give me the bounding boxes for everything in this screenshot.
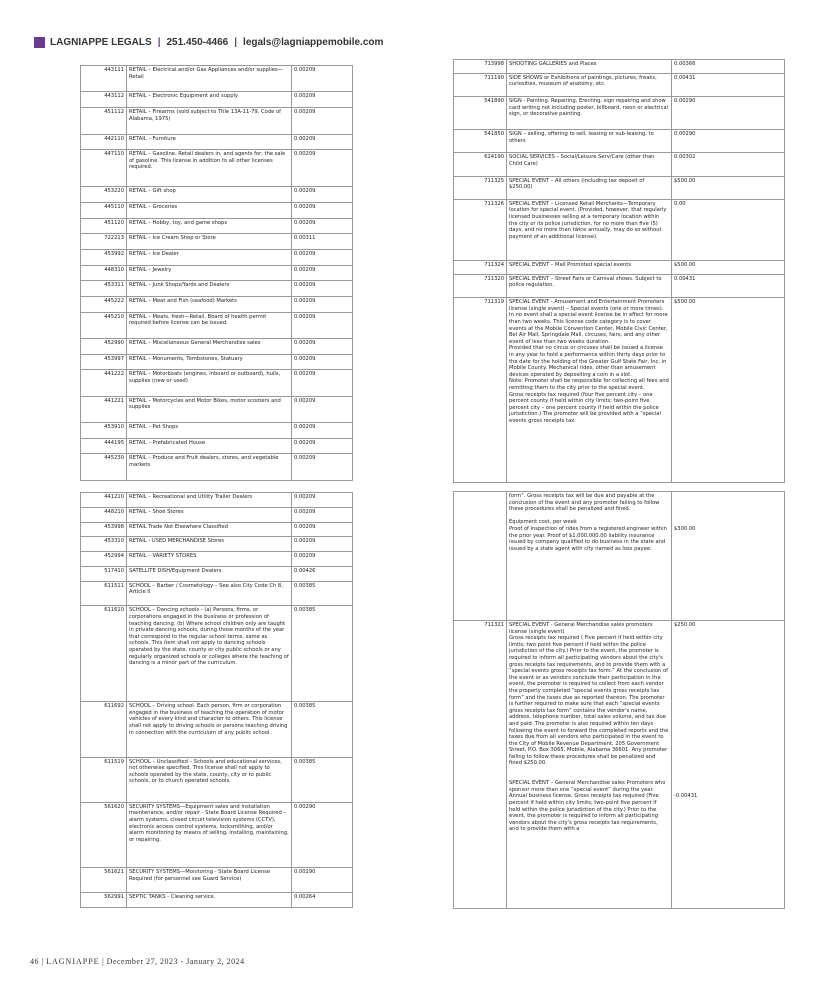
- license-code: 451120: [81, 218, 127, 234]
- license-code: 713998: [454, 60, 507, 74]
- license-code: 711319: [454, 298, 507, 483]
- license-description: RETAIL – Miscellaneous General Merchandise sales: [127, 339, 292, 355]
- license-rate: 0.00290: [672, 129, 785, 152]
- footer-separator: |: [41, 957, 44, 966]
- license-code: 443111: [81, 66, 127, 92]
- license-code: 453220: [81, 187, 127, 203]
- license-description: RETAIL Trade Not Elsewhere Classified: [127, 522, 292, 537]
- license-code: 711325: [454, 176, 507, 199]
- license-rate: 0.00209: [292, 150, 353, 187]
- license-code: 442110: [81, 134, 127, 150]
- table-row: [81, 296, 353, 312]
- license-table-right-top: [453, 59, 785, 483]
- table-row: [81, 454, 353, 481]
- table-row: [81, 893, 353, 908]
- license-code: 611610: [81, 606, 127, 702]
- license-code: 722213: [81, 234, 127, 250]
- license-description: SPECIAL EVENT – Mall Promoted special events: [507, 261, 672, 275]
- license-description: SPECIAL EVENT – Licensed Retail Merchants—Temporary location for special event. (Provided, however, that regularly licensed businesses selling at a temporary location within the city or its police jurisdiction, for no more than five (5) days, and no more than twice annually, may do so without payment of an additional license).: [507, 199, 672, 260]
- license-rate: 0.00209: [292, 296, 353, 312]
- license-description: SHOOTING GALLERIES and Places: [507, 60, 672, 74]
- license-description: RETAIL – Shoe Stores: [127, 507, 292, 522]
- license-rate: 0.00290: [292, 868, 353, 893]
- license-description: RETAIL – Meats, fresh—Retail. Board of health permit required before license can be issued.: [127, 312, 292, 338]
- table-row: [81, 281, 353, 297]
- license-rate: $300.00: [672, 492, 785, 621]
- license-description: RETAIL – VARIETY STORES: [127, 552, 292, 567]
- license-code: 445222: [81, 296, 127, 312]
- license-description: SCHOOL – Driving school. Each person, firm or corporation engaged in the business of teaching the operation of motor vehicles of every kind and character to others. This license shall not apply to driving schools or persons teaching driving in connection with the curriculum of any public school.: [127, 702, 292, 757]
- table-row: [454, 176, 785, 199]
- license-table-right-bottom: [453, 491, 785, 909]
- license-description: RETAIL – Groceries: [127, 203, 292, 219]
- license-rate: 0.00366: [672, 60, 785, 74]
- license-code: 517410: [81, 566, 127, 581]
- license-rate: 0.00385: [292, 581, 353, 606]
- table-row: [81, 552, 353, 567]
- license-rate: 0.00311: [292, 234, 353, 250]
- license-code: 711321: [454, 621, 507, 909]
- header-email[interactable]: legals@lagniappemobile.com: [243, 36, 384, 48]
- license-description: SIDE SHOWS or Exhibitions of paintings, pictures, freaks, curiosities, museum of anatomy, etc.: [507, 73, 672, 96]
- license-description: form”. Gross receipts tax will be due and payable at the conclusion of the event and any promoter failing to follow these procedures shall be penalized and fined. Equipment cost, per week Proof of inspection of rides from a registered engineer within the prior year. Proof of $1,000,000.00 liability insurance issued by company qualified to do business in the state and issued by a state agent with city named as loss payee.: [507, 492, 672, 621]
- license-description: RETAIL – Recreational and Utility Trailer Dealers: [127, 493, 292, 508]
- license-rate: 0.00209: [292, 66, 353, 92]
- license-description: SECURITY SYSTEMS—Monitoring - State Board License Required (for personnel see Guard Service): [127, 868, 292, 893]
- table-row: [454, 129, 785, 152]
- license-code: 711326: [454, 199, 507, 260]
- header-separator: |: [234, 36, 238, 48]
- license-description: SCHOOL – Dancing schools - (a) Persons, firms, or corporations engaged in the business or profession of teaching dancing. (b) Where school children only are taught in private dancing schools, during those months of the year that correspond to the regular school terms, same as schools. This item shall not apply to dancing schools operated by the state, county or city public schools or any regularly organized schools or colleges where the teaching of dancing is a minor part of the curriculum.: [127, 606, 292, 702]
- license-description: RETAIL – Pet Shops: [127, 423, 292, 439]
- license-description: SCHOOL – Unclassified – Schools and educational services, not otherwise specified. This license shall not apply to schools operated by the state, county, city or to public schools, or to church operated schools.: [127, 757, 292, 802]
- license-description: SOCIAL SERVICES – Social/Leisure Serv/Care (other than Child Care): [507, 153, 672, 176]
- license-rate: 0.00426: [292, 566, 353, 581]
- license-table-left-bottom: [80, 492, 353, 908]
- license-description: RETAIL – Firearms (sold subject to Title 13A-11-79, Code of Alabama, 1975): [127, 108, 292, 134]
- table-row: [454, 261, 785, 275]
- license-description: RETAIL – Gift shop: [127, 187, 292, 203]
- license-code: 453992: [81, 249, 127, 265]
- license-rate: 0.00264: [292, 893, 353, 908]
- table-row: [81, 203, 353, 219]
- license-code: 441222: [81, 370, 127, 396]
- license-rate: $250.00 -0.00431: [672, 621, 785, 909]
- license-description: SPECIAL EVENT – All others (including tax deposit of $250.00): [507, 176, 672, 199]
- license-rate: 0.00302: [672, 153, 785, 176]
- table-row: [81, 249, 353, 265]
- license-rate: $500.00: [672, 176, 785, 199]
- table-row: [81, 757, 353, 802]
- license-rate: 0.00290: [292, 802, 353, 867]
- license-table-left-top: [80, 65, 353, 481]
- license-description: SIGN - Painting. Repairing, Erecting, sign repairing and show card writing not including poster, billboard, neon or electrical sign, or decorative painting.: [507, 97, 672, 130]
- license-rate: 0.00209: [292, 312, 353, 338]
- license-code: 453910: [81, 423, 127, 439]
- license-description: RETAIL – Motorcycles and Motor Bikes, motor scooters and supplies: [127, 396, 292, 422]
- license-rate: $500.00: [672, 298, 785, 483]
- issue-date: December 27, 2023 - January 2, 2024: [106, 957, 245, 966]
- license-description: RETAIL – Jewelry: [127, 265, 292, 281]
- license-description: SCHOOL – Barber / Cosmetology – See also City Code Ch 8, Article II: [127, 581, 292, 606]
- license-rate: 0.00209: [292, 507, 353, 522]
- header-separator: |: [157, 36, 161, 48]
- table-row: [454, 274, 785, 297]
- license-description: SATELLITE DISH/Equipment Dealers: [127, 566, 292, 581]
- license-description: RETAIL – Prefabricated House: [127, 438, 292, 454]
- table-row: [81, 802, 353, 867]
- license-code: 611511: [81, 581, 127, 606]
- license-rate: 0.00209: [292, 438, 353, 454]
- table-row: [81, 493, 353, 508]
- license-rate: 0.00209: [292, 493, 353, 508]
- license-rate: 0.00209: [292, 423, 353, 439]
- license-rate: 0.00290: [672, 97, 785, 130]
- license-description: RETAIL – Motorboats (engines, inboard or outboard), hulls, supplies (new or used): [127, 370, 292, 396]
- license-code: 448210: [81, 507, 127, 522]
- license-code: 453311: [81, 281, 127, 297]
- table-row: [454, 153, 785, 176]
- license-code: 447110: [81, 150, 127, 187]
- table-row: [454, 60, 785, 74]
- license-code: 448310: [81, 265, 127, 281]
- license-code: 445110: [81, 203, 127, 219]
- license-code: 561621: [81, 868, 127, 893]
- license-description: SPECIAL EVENT - Amusement and Entertainment Promoters license (single event) – Special events (one or more times). In no event shall a special event license be in effect for more than two weeks. This license code category is to cover events at the Mobile Convention Center, Mobile Civic Center, Bel Air Mall, Springdale Mall, circuses, fairs, and any other event of less than two weeks duration. Provided that no circus or circuses shall be issued a license in any year to hold a performance within thirty days prior to the date for the holding of the Greater Gulf State Fair, Inc. in Mobile County. Mechanical rides, other than amusement devices operated by depositing a coin in a slot. Note: Promoter shall be responsible for collecting all fees and remitting them to the city prior to the special event. Gross receipts tax required (four five percent city – one percent county if held within city limits; two-point five percent city – one percent county if held within the police jurisdiction.) The promoter will be provided with a “special events gross receipts tax: [507, 298, 672, 483]
- license-code: 441210: [81, 493, 127, 508]
- brand-logo-icon: [34, 37, 45, 48]
- table-row: [454, 621, 785, 909]
- license-rate: 0.00209: [292, 108, 353, 134]
- license-code: [454, 492, 507, 621]
- table-row: [81, 423, 353, 439]
- license-code: 711190: [454, 73, 507, 96]
- license-rate: 0.00209: [292, 218, 353, 234]
- license-rate: 0.00431: [672, 73, 785, 96]
- license-description: SPECIAL EVENT - General Merchandise sales promoters license (single event) Gross receipts tax required ( Five percent if held within city limits; two point five percent if held within the police jurisdiction of the city.) Prior to the event, the promoter is required to inform all participating vendors about the city's gross receipts tax requirements, and to provide them with a “special events gross receipts tax form.” At the conclusion of the event or as vendors conclude their participation in the event, the promoter is required to collect from each vendor the properly completed “special events gross receipts tax form” and the taxes due as reported thereon. The promoter is further required to make sure that each “special events gross receipts tax form” contains the vendor's name, address, telephone number, total sales volume, and tax due and paid. The promoter is also required within ten days following the event to forward the completed reports and the taxes due from all vendors who participated in the event to the City of Mobile Revenue Department, 205 Government Street, P.O. Box 3065, Mobile, Alabama 36601. Any promoter failing to follow these procedures shall be penalized and fined $250.00. SPECIAL EVENT – General Merchandise sales Promoters who sponsor more than one “special event” during the year. Annual business license. Gross receipts tax required (Five percent if held within city limits; two-point five percent if held within the police jurisdiction of the city.) Prior to the event, the promoter is required to inform all participating vendors about the city's gross receipts tax requirements, and to provide them with a: [507, 621, 672, 909]
- license-description: RETAIL – Furniture: [127, 134, 292, 150]
- license-code: 453998: [81, 522, 127, 537]
- license-code: 443112: [81, 92, 127, 108]
- table-row: [454, 298, 785, 483]
- license-code: 453310: [81, 537, 127, 552]
- license-code: 441221: [81, 396, 127, 422]
- page-footer: [30, 957, 245, 966]
- license-code: 561620: [81, 802, 127, 867]
- table-row: [81, 581, 353, 606]
- table-row: [81, 507, 353, 522]
- license-code: 452994: [81, 552, 127, 567]
- table-row: [81, 868, 353, 893]
- footer-separator: |: [102, 957, 105, 966]
- table-row: [81, 606, 353, 702]
- license-code: 711320: [454, 274, 507, 297]
- license-description: RETAIL - USED MERCHANDISE Stores: [127, 537, 292, 552]
- table-row: [81, 108, 353, 134]
- license-code: 541890: [454, 97, 507, 130]
- license-description: RETAIL – Ice Dealer: [127, 249, 292, 265]
- license-rate: 0.00209: [292, 396, 353, 422]
- table-row: [454, 97, 785, 130]
- license-code: 451112: [81, 108, 127, 134]
- table-row: [81, 234, 353, 250]
- license-code: 611692: [81, 702, 127, 757]
- table-row: [81, 265, 353, 281]
- license-description: RETAIL – Produce and Fruit dealers, stores, and vegetable markets: [127, 454, 292, 481]
- license-code: 453997: [81, 354, 127, 370]
- table-row: [81, 522, 353, 537]
- license-rate: 0.00209: [292, 552, 353, 567]
- license-rate: 0.00209: [292, 265, 353, 281]
- license-description: RETAIL – Monuments, Tombstones, Statuary: [127, 354, 292, 370]
- table-row: [81, 134, 353, 150]
- table-row: [81, 354, 353, 370]
- license-description: RETAIL – Gasoline. Retail dealers in, and agents for, the sale of gasoline. This license in addition to all other licenses required.: [127, 150, 292, 187]
- license-description: RETAIL – Hobby, toy, and game shops: [127, 218, 292, 234]
- header-phone[interactable]: 251.450-4466: [166, 36, 229, 48]
- table-row: [81, 438, 353, 454]
- table-row: [81, 370, 353, 396]
- license-description: SIGN – selling, offering to sell, leasing or sub-leasing, to others: [507, 129, 672, 152]
- license-code: 562991: [81, 893, 127, 908]
- table-row: [81, 396, 353, 422]
- license-rate: 0.00209: [292, 339, 353, 355]
- license-code: 611519: [81, 757, 127, 802]
- license-rate: 0.00209: [292, 203, 353, 219]
- license-code: 445230: [81, 454, 127, 481]
- license-rate: 0.00209: [292, 187, 353, 203]
- table-row: [81, 218, 353, 234]
- license-code: 541850: [454, 129, 507, 152]
- license-description: RETAIL – Ice Cream Shop or Store: [127, 234, 292, 250]
- table-row: [81, 312, 353, 338]
- footer-brand: LAGNIAPPE: [46, 957, 100, 966]
- license-code: 452990: [81, 339, 127, 355]
- license-description: RETAIL – Junk Shops/Yards and Dealers: [127, 281, 292, 297]
- license-code: 444195: [81, 438, 127, 454]
- license-code: 624190: [454, 153, 507, 176]
- license-rate: $500.00: [672, 261, 785, 275]
- license-rate: 0.00209: [292, 537, 353, 552]
- license-description: SPECIAL EVENT – Street Fairs or Carnival shows. Subject to police regulation.: [507, 274, 672, 297]
- license-description: RETAIL – Electronic Equipment and supply: [127, 92, 292, 108]
- license-description: SEPTIC TANKS - Cleaning service.: [127, 893, 292, 908]
- license-description: RETAIL – Meat and Fish (seafood) Markets: [127, 296, 292, 312]
- table-row: [81, 537, 353, 552]
- table-row: [81, 702, 353, 757]
- table-row: [454, 492, 785, 621]
- license-rate: 0.00431: [672, 274, 785, 297]
- header-brand: LAGNIAPPE LEGALS: [50, 36, 152, 48]
- license-rate: 0.00: [672, 199, 785, 260]
- table-row: [454, 73, 785, 96]
- license-rate: 0.00209: [292, 92, 353, 108]
- license-rate: 0.00209: [292, 454, 353, 481]
- license-description: SECURITY SYSTEMS—Equipment sales and installation maintenance, and/or repair - State Board License Required – alarm systems, closed circuit television systems (CCTV), electronic access control systems, locksmithing, and/or alarm monitoring by means of selling, installing, maintaining, or repairing.: [127, 802, 292, 867]
- license-rate: 0.00209: [292, 249, 353, 265]
- table-row: [454, 199, 785, 260]
- license-rate: 0.00209: [292, 281, 353, 297]
- license-rate: 0.00209: [292, 370, 353, 396]
- license-rate: 0.00385: [292, 757, 353, 802]
- table-row: [81, 566, 353, 581]
- license-rate: 0.00385: [292, 606, 353, 702]
- license-description: RETAIL – Electrical and/or Gas Appliances and/or supplies—Retail: [127, 66, 292, 92]
- table-row: [81, 92, 353, 108]
- license-rate: 0.00209: [292, 354, 353, 370]
- table-row: [81, 66, 353, 92]
- page-number: 46: [30, 957, 39, 966]
- license-rate: 0.00385: [292, 702, 353, 757]
- table-row: [81, 187, 353, 203]
- license-rate: 0.00209: [292, 522, 353, 537]
- table-row: [81, 150, 353, 187]
- license-code: 711324: [454, 261, 507, 275]
- license-code: 445210: [81, 312, 127, 338]
- license-rate: 0.00209: [292, 134, 353, 150]
- page-header: [34, 35, 383, 49]
- table-row: [81, 339, 353, 355]
